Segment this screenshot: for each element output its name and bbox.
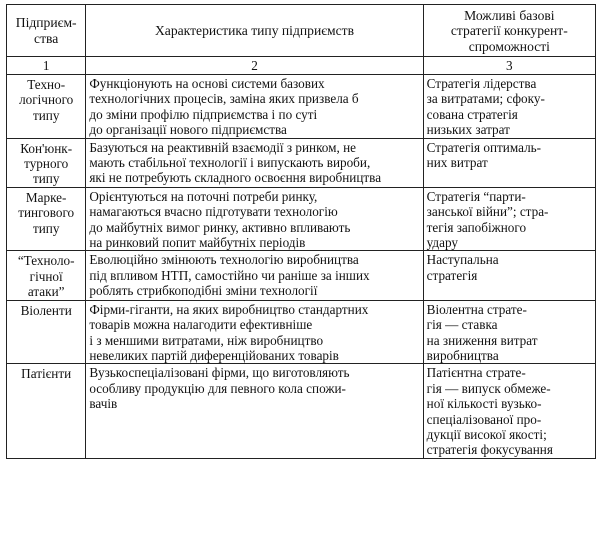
- cell-line: Фірми-гіганти, на яких виробництво стандартних: [89, 301, 369, 317]
- cell-line: які не потребують складного освоєння виробництва: [89, 170, 382, 186]
- cell-line: сована стратегія: [426, 106, 518, 122]
- cell-line: намагаються вчасно підготувати технологію: [89, 204, 338, 220]
- table-row: [7, 187, 596, 251]
- header-line: Можливі базові: [464, 7, 555, 23]
- header-line: стратегії конкурент-: [450, 23, 568, 39]
- characteristic-cell: [86, 251, 423, 300]
- cell-line: Віолентна страте-: [426, 301, 527, 317]
- cell-line: за витратами; сфоку-: [426, 91, 545, 107]
- enterprise-type-cell: [7, 251, 86, 300]
- header-characteristic: [86, 5, 423, 57]
- cell-line: занської війни”; стра-: [426, 204, 549, 220]
- document-page: [6, 4, 596, 459]
- cell-line: і з меншими витратами, ніж виробництво: [89, 332, 324, 348]
- cell-line: Техно-: [27, 77, 66, 92]
- column-number: 1: [7, 57, 86, 75]
- cell-line: спеціалізованої про-: [426, 411, 542, 427]
- characteristic-cell: [86, 75, 423, 139]
- cell-line: дукції високої якості;: [426, 426, 547, 442]
- cell-line: Стратегія “парти-: [426, 188, 526, 204]
- cell-line: стратегія фокусування: [426, 442, 553, 458]
- table-row: [7, 138, 596, 187]
- cell-line: Віоленти: [20, 302, 72, 318]
- cell-line: логічного: [19, 92, 74, 108]
- characteristic-cell: [86, 187, 423, 251]
- table-row: [7, 300, 596, 364]
- cell-line: Орієнтуються на поточні потреби ринку,: [89, 188, 318, 204]
- cell-line: Еволюційно змінюють технологію виробництва: [89, 252, 359, 268]
- header-line: Характеристика типу підприємств: [154, 23, 355, 39]
- cell-line: роблять стрибкоподібні зміни технології: [89, 283, 318, 299]
- cell-line: технологічних процесів, заміна яких призвела б: [89, 91, 359, 107]
- cell-line: вачів: [89, 396, 118, 412]
- column-number-row: [7, 57, 596, 75]
- header-line: спроможності: [468, 38, 550, 54]
- cell-line: Базуються на реактивній взаємодії з ринком, не: [89, 139, 356, 155]
- cell-line: під впливом НТП, самостійно чи раніше за інших: [89, 267, 370, 283]
- table-row: [7, 75, 596, 139]
- cell-line: Стратегія лідерства: [426, 76, 537, 91]
- cell-line: ної кількості вузько-: [426, 396, 542, 412]
- header-enterprise: [7, 5, 86, 57]
- cell-line: тингового: [18, 205, 75, 221]
- characteristic-cell: [86, 138, 423, 187]
- header-row: [7, 5, 596, 57]
- cell-line: атаки”: [27, 284, 65, 300]
- cell-line: виробництва: [426, 347, 499, 363]
- cell-line: на ринковий попит майбутніх періодів: [89, 235, 306, 251]
- strategy-cell: [423, 364, 595, 458]
- column-number: 3: [423, 57, 595, 75]
- enterprise-type-cell: [7, 187, 86, 251]
- cell-line: на зниження витрат: [426, 332, 538, 348]
- cell-line: тегія запобіжного: [426, 219, 527, 235]
- enterprise-types-table: [6, 4, 596, 459]
- cell-line: до організації нового підприємства: [89, 122, 287, 138]
- cell-line: Кон'юнк-: [20, 140, 73, 156]
- cell-line: до зміни профілю підприємства і по суті: [89, 106, 318, 122]
- enterprise-type-cell: [7, 138, 86, 187]
- cell-line: Вузькоспеціалізовані фірми, що виготовляють: [89, 365, 350, 381]
- cell-line: Наступальна: [426, 252, 499, 268]
- table-row: [7, 364, 596, 458]
- column-number: 2: [86, 57, 423, 75]
- cell-line: мають стабільної технології і випускають вироби,: [89, 155, 371, 171]
- enterprise-type-cell: [7, 300, 86, 364]
- cell-line: Патієнти: [21, 366, 72, 382]
- cell-line: Стратегія оптималь-: [426, 139, 542, 155]
- cell-line: Марке-: [25, 189, 67, 205]
- cell-line: них витрат: [426, 155, 488, 171]
- strategy-cell: [423, 187, 595, 251]
- cell-line: стратегія: [426, 267, 478, 283]
- cell-line: типу: [32, 220, 60, 236]
- header-line: ства: [34, 31, 59, 46]
- cell-line: товарів можна налагодити ефективніше: [89, 317, 313, 333]
- cell-line: типу: [32, 171, 60, 187]
- enterprise-type-cell: [7, 75, 86, 139]
- cell-line: до майбутніх вимог ринку, активно впливають: [89, 219, 351, 235]
- table-row: [7, 251, 596, 300]
- characteristic-cell: [86, 300, 423, 364]
- characteristic-cell: [86, 364, 423, 458]
- cell-line: гія — випуск обмеже-: [426, 380, 551, 396]
- cell-line: гія — ставка: [426, 317, 498, 333]
- cell-line: Функціонують на основі системи базових: [89, 76, 325, 91]
- header-line: Підприєм-: [15, 15, 77, 31]
- strategy-cell: [423, 75, 595, 139]
- cell-line: особливу продукцію для певного кола спожи-: [89, 380, 346, 396]
- header-strategies: [423, 5, 595, 57]
- cell-line: типу: [32, 107, 60, 123]
- cell-line: низьких затрат: [426, 122, 510, 138]
- cell-line: гічної: [29, 268, 63, 284]
- cell-line: турного: [24, 156, 69, 172]
- cell-line: удару: [426, 235, 459, 251]
- cell-line: невеликих партій диференційованих товарів: [89, 347, 339, 363]
- strategy-cell: [423, 251, 595, 300]
- cell-line: “Техноло-: [17, 253, 75, 269]
- strategy-cell: [423, 300, 595, 364]
- cell-line: Патієнтна страте-: [426, 365, 526, 381]
- strategy-cell: [423, 138, 595, 187]
- enterprise-type-cell: [7, 364, 86, 458]
